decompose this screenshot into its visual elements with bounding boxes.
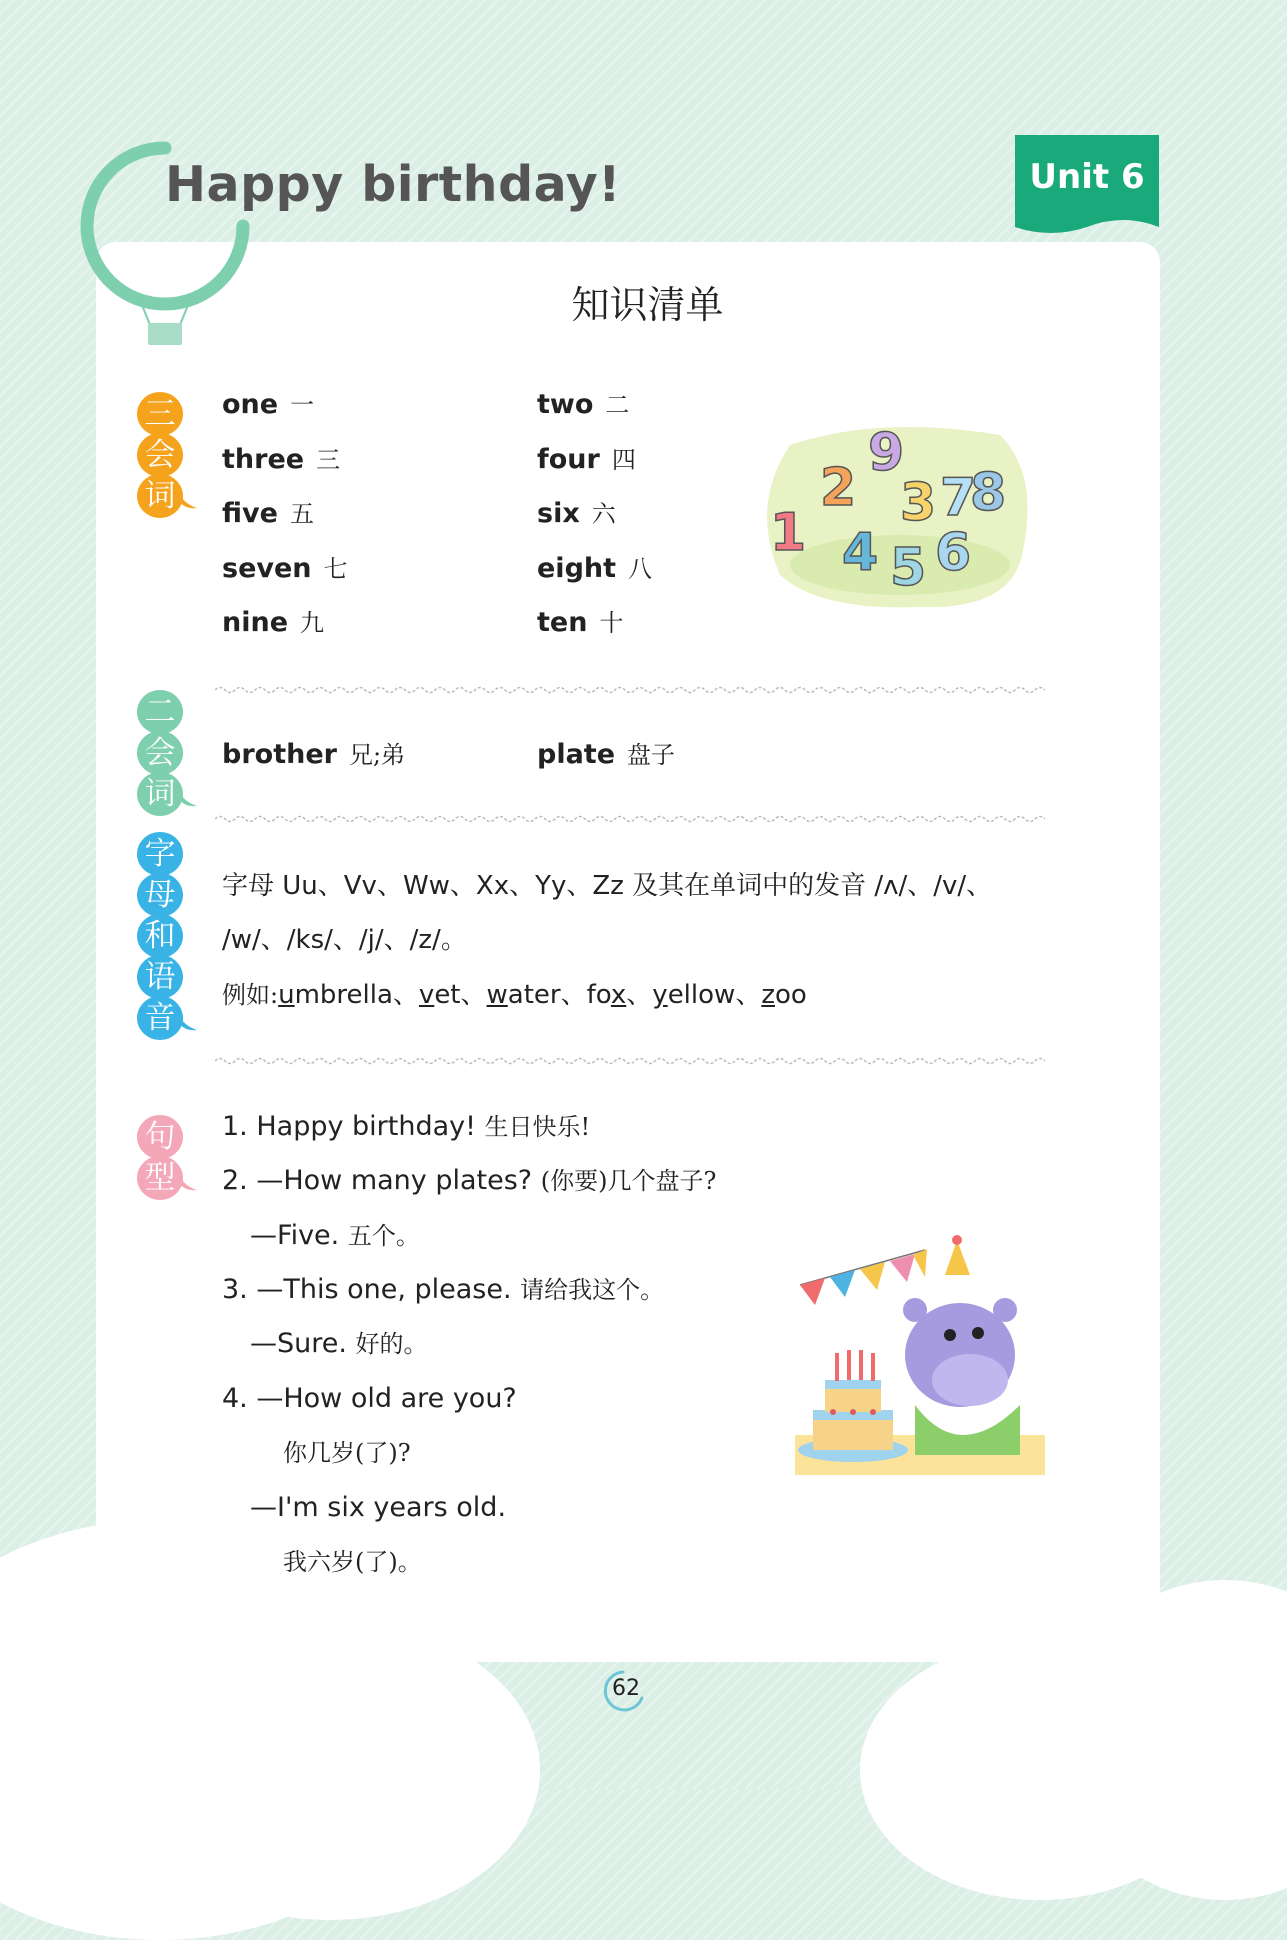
example-word: umbrella <box>278 980 393 1010</box>
vocab-word: two 二 <box>537 389 630 420</box>
sentence-line: 1. Happy birthday! 生日快乐! <box>222 1111 591 1142</box>
svg-text:9: 9 <box>868 423 905 483</box>
wavy-divider <box>215 683 1045 697</box>
cloud-decoration <box>120 1620 540 1920</box>
hippo-birthday-illustration <box>795 1235 1045 1475</box>
svg-text:2: 2 <box>820 458 857 518</box>
example-words-line: 例如:umbrella、vet、water、fox、yellow、zoo <box>222 980 807 1010</box>
svg-text:8: 8 <box>970 463 1007 523</box>
vocab-word: five 五 <box>222 498 314 529</box>
vocab-word: nine 九 <box>222 607 325 638</box>
example-prefix: 例如: <box>222 981 279 1009</box>
unit-label: Unit 6 <box>1029 157 1145 197</box>
numbers-illustration <box>760 415 1030 615</box>
label-char: 词 <box>137 474 183 518</box>
svg-text:7: 7 <box>940 468 977 528</box>
vocab-word: seven 七 <box>222 553 348 584</box>
example-word: zoo <box>761 980 807 1010</box>
sentence-line: —I'm six years old. <box>250 1492 507 1523</box>
vocab-word: plate 盘子 <box>537 739 676 770</box>
label-char: 句 <box>137 1115 183 1159</box>
sentence-line: —Sure. 好的。 <box>250 1328 428 1359</box>
vocab-word: eight 八 <box>537 553 653 584</box>
letters-sounds-line: 字母 Uu、Vv、Ww、Xx、Yy、Zz 及其在单词中的发音 /ʌ/、/v/、 <box>222 871 993 901</box>
svg-text:5: 5 <box>890 538 927 598</box>
example-word: vet <box>418 980 461 1010</box>
page-number: 62 <box>612 1676 640 1701</box>
svg-text:3: 3 <box>900 473 937 533</box>
vocab-word: brother 兄;弟 <box>222 739 406 770</box>
example-word: fox <box>586 980 627 1010</box>
svg-text:1: 1 <box>770 503 807 563</box>
page-title: Happy birthday! <box>165 156 621 213</box>
vocab-word: one 一 <box>222 389 315 420</box>
two-skill-words-label <box>137 690 185 813</box>
sentence-line: 你几岁(了)? <box>283 1439 411 1467</box>
label-char: 型 <box>137 1156 183 1200</box>
label-char: 会 <box>137 433 183 477</box>
label-char: 和 <box>137 914 183 958</box>
vocab-word: four 四 <box>537 444 636 475</box>
svg-text:4: 4 <box>842 523 879 583</box>
wavy-divider <box>215 812 1045 826</box>
example-word: water <box>486 980 561 1010</box>
label-char: 字 <box>137 832 183 876</box>
vocab-word: six 六 <box>537 498 616 529</box>
label-char: 音 <box>137 996 183 1040</box>
label-char: 母 <box>137 873 183 917</box>
letters-sounds-line: /w/、/ks/、/j/、/z/。 <box>222 925 467 955</box>
vocab-word: ten 十 <box>537 607 624 638</box>
letters-sounds-label <box>137 832 185 1037</box>
label-char: 三 <box>137 392 183 436</box>
sentence-line: 4. —How old are you? <box>222 1383 517 1414</box>
label-char: 词 <box>137 772 183 816</box>
vocab-word: three 三 <box>222 444 341 475</box>
svg-text:6: 6 <box>935 523 972 583</box>
sentence-line: 2. —How many plates? (你要)几个盘子? <box>222 1165 717 1196</box>
example-word: yellow <box>652 980 736 1010</box>
knowledge-list-title: 知识清单 <box>571 283 724 327</box>
label-char: 会 <box>137 731 183 775</box>
sentence-line: —Five. 五个。 <box>250 1220 420 1251</box>
three-skill-words-label <box>137 392 185 515</box>
sentence-line: 我六岁(了)。 <box>283 1548 422 1576</box>
label-char: 二 <box>137 690 183 734</box>
wavy-divider <box>215 1054 1045 1068</box>
label-char: 语 <box>137 955 183 999</box>
sentence-line: 3. —This one, please. 请给我这个。 <box>222 1274 665 1305</box>
sentences-label <box>137 1115 185 1197</box>
